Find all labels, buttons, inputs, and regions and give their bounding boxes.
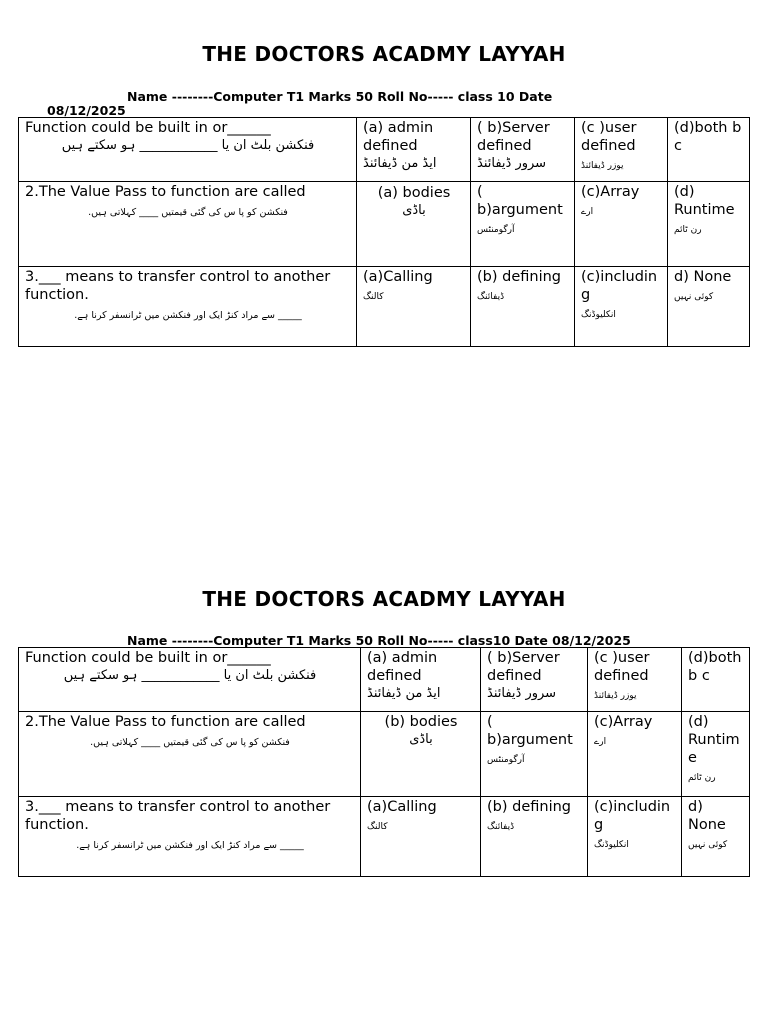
question-urdu: فنکشن بلٹ ان یا ____________ ہو سکتے ہیں [63, 668, 317, 683]
option-label: (c)including [594, 799, 671, 833]
question-urdu: فنکشن بلٹ ان یا ____________ ہو سکتے ہیں [61, 138, 315, 153]
option-urdu: ایڈ من ڈیفائنڈ [363, 156, 437, 171]
option-d [682, 712, 750, 797]
option-d [682, 648, 750, 712]
option-urdu: انکلیوڈنگ [581, 310, 616, 320]
option-urdu: باڈی [402, 203, 426, 218]
option-label: (a) admin defined [363, 120, 434, 154]
option-label: ( b)argument [487, 714, 573, 748]
option-urdu: ارے [581, 207, 594, 217]
option-urdu: رن ٹائم [674, 225, 702, 235]
option-label: ( b)Server defined [477, 120, 550, 154]
option-b [471, 182, 575, 267]
option-label: ( b)Server defined [487, 650, 560, 684]
option-c [575, 267, 668, 347]
option-label: (b) bodies [384, 714, 458, 730]
question-text: 3.___ means to transfer control to another function. [25, 799, 331, 833]
option-d [668, 267, 750, 347]
option-c [588, 712, 682, 797]
option-urdu: باڈی [409, 732, 433, 747]
page-title: THE DOCTORS ACADMY LAYYAH [202, 587, 566, 611]
question-row [19, 118, 750, 182]
option-label: (c )user defined [581, 120, 637, 154]
question-cell [19, 118, 357, 182]
option-a [361, 648, 481, 712]
page-title: THE DOCTORS ACADMY LAYYAH [202, 42, 566, 66]
question-cell [19, 797, 361, 877]
question-row [19, 182, 750, 267]
option-label: (d)both b c [674, 120, 742, 154]
header-info: Name --------Computer T1 Marks 50 Roll No----- class 10 Date [127, 89, 553, 104]
option-urdu: آرگومنٹس [487, 755, 525, 765]
option-urdu: یوزر ڈیفائنڈ [594, 691, 637, 701]
option-d [668, 118, 750, 182]
header-info: Name --------Computer T1 Marks 50 Roll No----- class10 Date 08/12/2025 [127, 633, 631, 648]
option-label: (c)including [581, 269, 658, 303]
option-b [481, 712, 588, 797]
option-label: (d) Runtime [674, 184, 735, 218]
option-urdu: کالنگ [367, 822, 388, 832]
option-b [471, 118, 575, 182]
question-cell [19, 648, 361, 712]
question-text: Function could be built in or______ [25, 650, 271, 666]
question-cell [19, 267, 357, 347]
option-d [668, 182, 750, 267]
question-cell [19, 712, 361, 797]
option-urdu: ایڈ من ڈیفائنڈ [367, 686, 441, 701]
question-table [18, 117, 750, 347]
option-b [481, 797, 588, 877]
question-row [19, 797, 750, 877]
option-label: ( b)argument [477, 184, 563, 218]
option-label: (d)both b c [688, 650, 742, 684]
option-c [588, 797, 682, 877]
question-row [19, 267, 750, 347]
header-date: 08/12/2025 [47, 103, 126, 118]
option-a [357, 118, 471, 182]
option-label: (c)Array [581, 184, 640, 200]
option-urdu: سرور ڈیفائنڈ [487, 686, 557, 701]
option-urdu: آرگومنٹس [477, 225, 515, 235]
question-urdu: _____ سے مراد کنڑ ایک اور فنکشن میں ٹرانسفر کرنا ہے. [76, 840, 304, 851]
option-label: (b) defining [477, 269, 561, 285]
question-cell [19, 182, 357, 267]
option-label: (c )user defined [594, 650, 650, 684]
option-b [481, 648, 588, 712]
option-label: d) None [674, 269, 732, 285]
question-row [19, 648, 750, 712]
option-urdu: رن ٹائم [688, 773, 716, 783]
question-row [19, 712, 750, 797]
option-urdu: یوزر ڈیفائنڈ [581, 161, 624, 171]
option-label: d) None [688, 799, 726, 833]
option-urdu: سرور ڈیفائنڈ [477, 156, 547, 171]
option-c [575, 118, 668, 182]
question-text: 2.The Value Pass to function are called [25, 714, 306, 730]
option-urdu: انکلیوڈنگ [594, 840, 629, 850]
question-urdu: فنکشن کو پا س کی گئی قیمتیں ____ کہلاتی ہیں. [88, 207, 288, 218]
question-text: Function could be built in or______ [25, 120, 271, 136]
option-urdu: کوئی نہیں [674, 292, 714, 302]
option-c [588, 648, 682, 712]
option-urdu: ڈیفائنگ [487, 822, 515, 832]
question-table [18, 647, 750, 877]
option-b [471, 267, 575, 347]
question-text: 2.The Value Pass to function are called [25, 184, 306, 200]
option-a [361, 712, 481, 797]
option-urdu: ارے [594, 737, 607, 747]
option-label: (b) defining [487, 799, 571, 815]
option-c [575, 182, 668, 267]
option-label: (a) admin defined [367, 650, 438, 684]
option-urdu: ڈیفائنگ [477, 292, 505, 302]
question-urdu: فنکشن کو پا س کی گئی قیمتیں ____ کہلاتی ہیں. [90, 737, 290, 748]
option-d [682, 797, 750, 877]
option-a [357, 267, 471, 347]
option-urdu: کالنگ [363, 292, 384, 302]
question-urdu: _____ سے مراد کنڑ ایک اور فنکشن میں ٹرانسفر کرنا ہے. [74, 310, 302, 321]
question-text: 3.___ means to transfer control to another function. [25, 269, 331, 303]
option-label: (a) bodies [377, 185, 451, 201]
option-a [357, 182, 471, 267]
option-label: (a)Calling [367, 799, 437, 815]
option-label: (d) Runtime [688, 714, 740, 766]
option-label: (a)Calling [363, 269, 433, 285]
option-a [361, 797, 481, 877]
option-label: (c)Array [594, 714, 653, 730]
option-urdu: کوئی نہیں [688, 840, 728, 850]
